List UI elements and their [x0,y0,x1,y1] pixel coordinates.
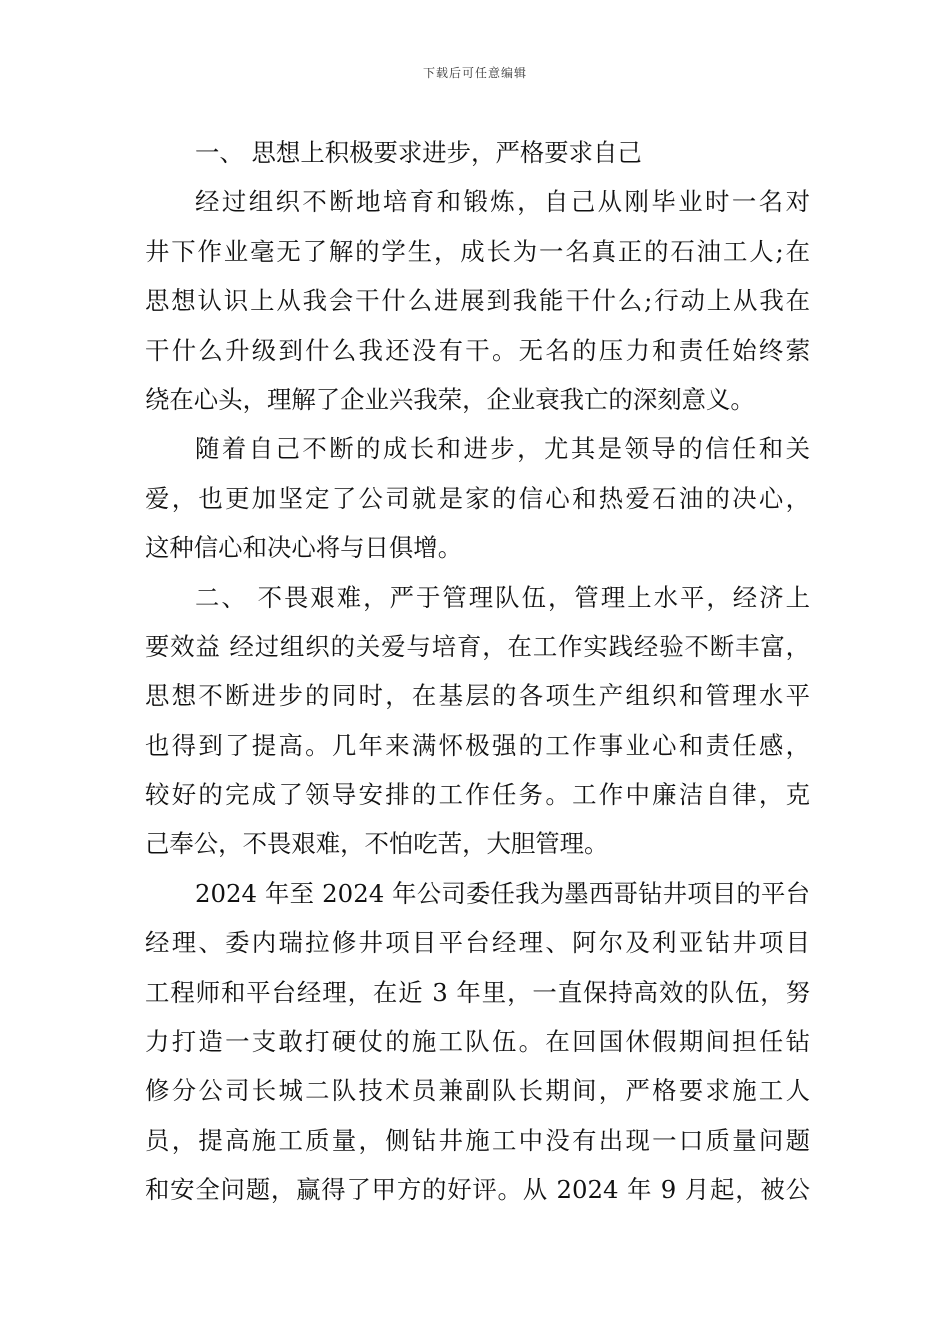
text-line: 二、 不畏艰难，严于管理队伍，管理上水平，经济上 [195,582,810,612]
text-line: 己奉公，不畏艰难，不怕吃苦，大胆管理。 [145,829,609,859]
text-line: 绕在心头，理解了企业兴我荣，企业衰我亡的深刻意义。 [145,384,755,414]
page-header: 下载后可任意编辑 [422,66,527,80]
text-line: 经过组织不断地培育和锻炼，自己从刚毕业时一名对 [195,187,810,217]
text-line: 一、 思想上积极要求进步，严格要求自己 [195,138,642,167]
text-line: 要效益 经过组织的关爱与培育，在工作实践经验不断丰富， [145,631,810,661]
text-line: 和安全问题，赢得了甲方的好评。从 2024 年 9 月起，被公 [145,1175,810,1205]
text-line: 干什么升级到什么我还没有干。无名的压力和责任始终萦 [145,335,810,365]
text-line: 爱，也更加坚定了公司就是家的信心和热爱石油的决心， [145,483,810,513]
text-line: 员，提高施工质量，侧钻井施工中没有出现一口质量问题 [145,1125,810,1155]
text-line: 这种信心和决心将与日俱增。 [145,533,463,563]
text-line: 修分公司长城二队技术员兼副队长期间，严格要求施工人 [145,1076,810,1106]
text-line: 井下作业毫无了解的学生，成长为一名真正的石油工人;在 [145,236,810,266]
text-line: 较好的完成了领导安排的工作任务。工作中廉洁自律，克 [145,780,810,810]
text-line: 工程师和平台经理，在近 3 年里，一直保持高效的队伍，努 [145,977,810,1007]
text-line: 力打造一支敢打硬仗的施工队伍。在回国休假期间担任钻 [145,1027,810,1057]
text-line: 2024 年至 2024 年公司委任我为墨西哥钻井项目的平台 [195,878,810,908]
text-line: 思想认识上从我会干什么进展到我能干什么;行动上从我在 [145,286,810,316]
text-line: 随着自己不断的成长和进步，尤其是领导的信任和关 [195,434,810,464]
text-line: 也得到了提高。几年来满怀极强的工作事业心和责任感， [145,730,810,760]
text-line: 思想不断进步的同时，在基层的各项生产组织和管理水平 [145,681,810,711]
text-line: 经理、委内瑞拉修井项目平台经理、阿尔及利亚钻井项目 [145,928,810,958]
document-body [145,128,810,1215]
